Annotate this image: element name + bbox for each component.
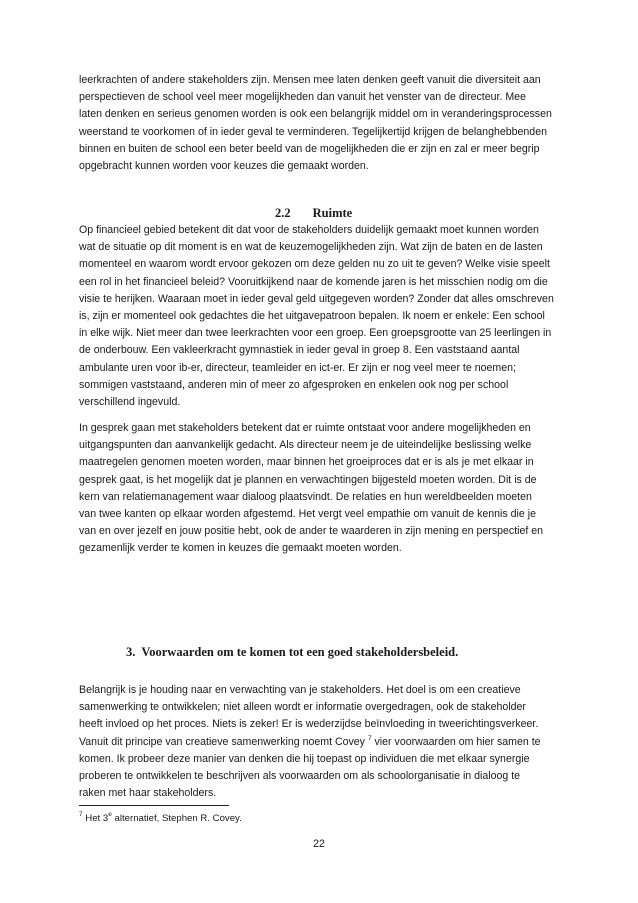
text-line: gezamenlijk verder te komen in keuzes die gemaakt moeten worden. <box>79 542 402 555</box>
section-number: 3. <box>126 645 136 659</box>
text-segment: Vanuit dit principe van creatieve samenwerking noemt Covey <box>79 735 368 748</box>
text-line: verschillend ingevuld. <box>79 395 181 408</box>
footnote-text: Het 3 <box>82 813 109 824</box>
text-line-with-footnote-ref <box>79 734 563 751</box>
text-line: proberen te ontwikkelen te beschrijven als voorwaarden om als schoolorganisatie in dialoog te <box>79 769 521 782</box>
section-number: 2.2 <box>275 206 291 220</box>
text-line: gesprek gaat, is het mogelijk dat je plannen en verwachtingen bijgesteld moeten worden. Dit is de <box>79 473 537 486</box>
text-line: sommigen vaststaand, anderen min of meer zo afgesproken en enkelen ook nog per school <box>79 378 509 391</box>
text-line: de onderbouw. Een vakleerkracht gymnastiek in ieder geval in groep 8. Een vaststaand aantal <box>79 344 520 357</box>
text-line: van twee kanten op elkaar worden afgestemd. Het vergt veel empathie om vanuit de kennis die je <box>79 507 536 520</box>
footnote-superscript: e <box>108 811 112 818</box>
text-line: Op financieel gebied betekent dit dat voor de stakeholders duidelijk gemaakt moet kunnen worden <box>79 224 539 236</box>
footnote-reference[interactable]: 7 <box>367 734 372 742</box>
section-heading-3 <box>126 645 458 660</box>
footnote-text: alternatief, Stephen R. Covey. <box>111 813 242 824</box>
page-number: 22 <box>313 838 325 850</box>
text-line: van en over jezelf en jouw positie hebt, ook de ander te waarderen in zijn mening en perspectief en <box>79 525 544 538</box>
text-line: Belangrijk is je houding naar en verwachting van je stakeholders. Het doel is om een creatieve <box>79 684 521 696</box>
text-line: laten denken en serieus genomen worden is ook een belangrijk middel om in veranderingsprocessen <box>79 108 552 121</box>
text-line: momenteel en waarom wordt ervoor gekozen om deze gelden nu zo uit te geven? Welke visie speelt <box>79 258 550 271</box>
text-line: ambulante uren voor ib-er, directeur, teamleider en ict-er. Er zijn er nog veel meer te noemen; <box>79 361 516 374</box>
text-line: opgebracht kunnen worden voor keuzes die gemaakt worden. <box>79 159 369 172</box>
paragraph-financial-space <box>79 222 563 411</box>
text-segment: vier voorwaarden om hier samen te <box>371 735 541 748</box>
text-line: in elke wijk. Niet meer dan twee leerkrachten voor een groep. Een groepsgrootte van 25 leerlingen in <box>79 327 552 340</box>
paragraph-conditions <box>79 682 563 802</box>
text-line: perspectieven de school veel meer mogelijkheden dan vanuit het venster van de directeur. Mee <box>79 91 526 104</box>
text-line: In gesprek gaan met stakeholders betekent dat er ruimte ontstaat voor andere mogelijkheden en <box>79 422 531 434</box>
text-line: uitgangspunten dan aanvankelijk gedacht. Als directeur neem je de uiteindelijke beslissing welke <box>79 439 532 452</box>
paragraph-dialogue <box>79 420 563 558</box>
text-line: raken met haar stakeholders. <box>79 787 217 800</box>
text-line: visie te herijken. Waaraan moet in ieder geval geld uitgegeven worden? Zonder dat alles omschreven <box>79 292 554 305</box>
section-title: Voorwaarden om te komen tot een goed stakeholdersbeleid. <box>141 645 459 659</box>
text-line: samenwerking te ontwikkelen; niet alleen wordt er informatie overgedragen, ook de stakeholder <box>79 701 526 714</box>
paragraph-stakeholders-perspective <box>79 72 563 175</box>
text-line: binnen en buiten de school een beter beeld van de mogelijkheden die er zijn en zal er meer begrip <box>79 142 540 155</box>
footnote <box>79 812 242 826</box>
section-heading-2-2 <box>275 206 352 221</box>
text-line: weerstand te voorkomen of in ieder geval te verminderen. Tegelijkertijd krijgen de belanghebbenden <box>79 125 547 138</box>
section-title: Ruimte <box>312 206 353 220</box>
text-line: maatregelen genomen moeten worden, maar binnen het groeiproces dat er is als je met elkaar in <box>79 456 534 469</box>
text-line: heeft invloed op het proces. Niets is zeker! Er is wederzijdse beïnvloeding in tweerichtingsverkeer. <box>79 718 539 731</box>
text-line: is, zijn er momenteel ook gedachtes die het uitgavepatroon bepalen. Ik noem er enkele: Een school <box>79 309 545 322</box>
text-line: kern van relatiemanagement waar dialoog plaatsvindt. De relaties en hun wereldbeelden moeten <box>79 490 532 503</box>
text-line: wat de situatie op dit moment is en wat de keuzemogelijkheden zijn. Wat zijn de baten en de lasten <box>79 241 543 254</box>
footnote-marker: 7 <box>79 811 83 818</box>
text-line: leerkrachten of andere stakeholders zijn. Mensen mee laten denken geeft vanuit die diversiteit aan <box>79 74 541 86</box>
text-line: een rol in het financieel beleid? Vooruitkijkend naar de komende jaren is het misschien nodig om die <box>79 275 548 288</box>
footnote-divider <box>79 805 229 806</box>
text-line: komen. Ik probeer deze manier van denken die hij toepast op individuen die met elkaar synergie <box>79 752 530 765</box>
